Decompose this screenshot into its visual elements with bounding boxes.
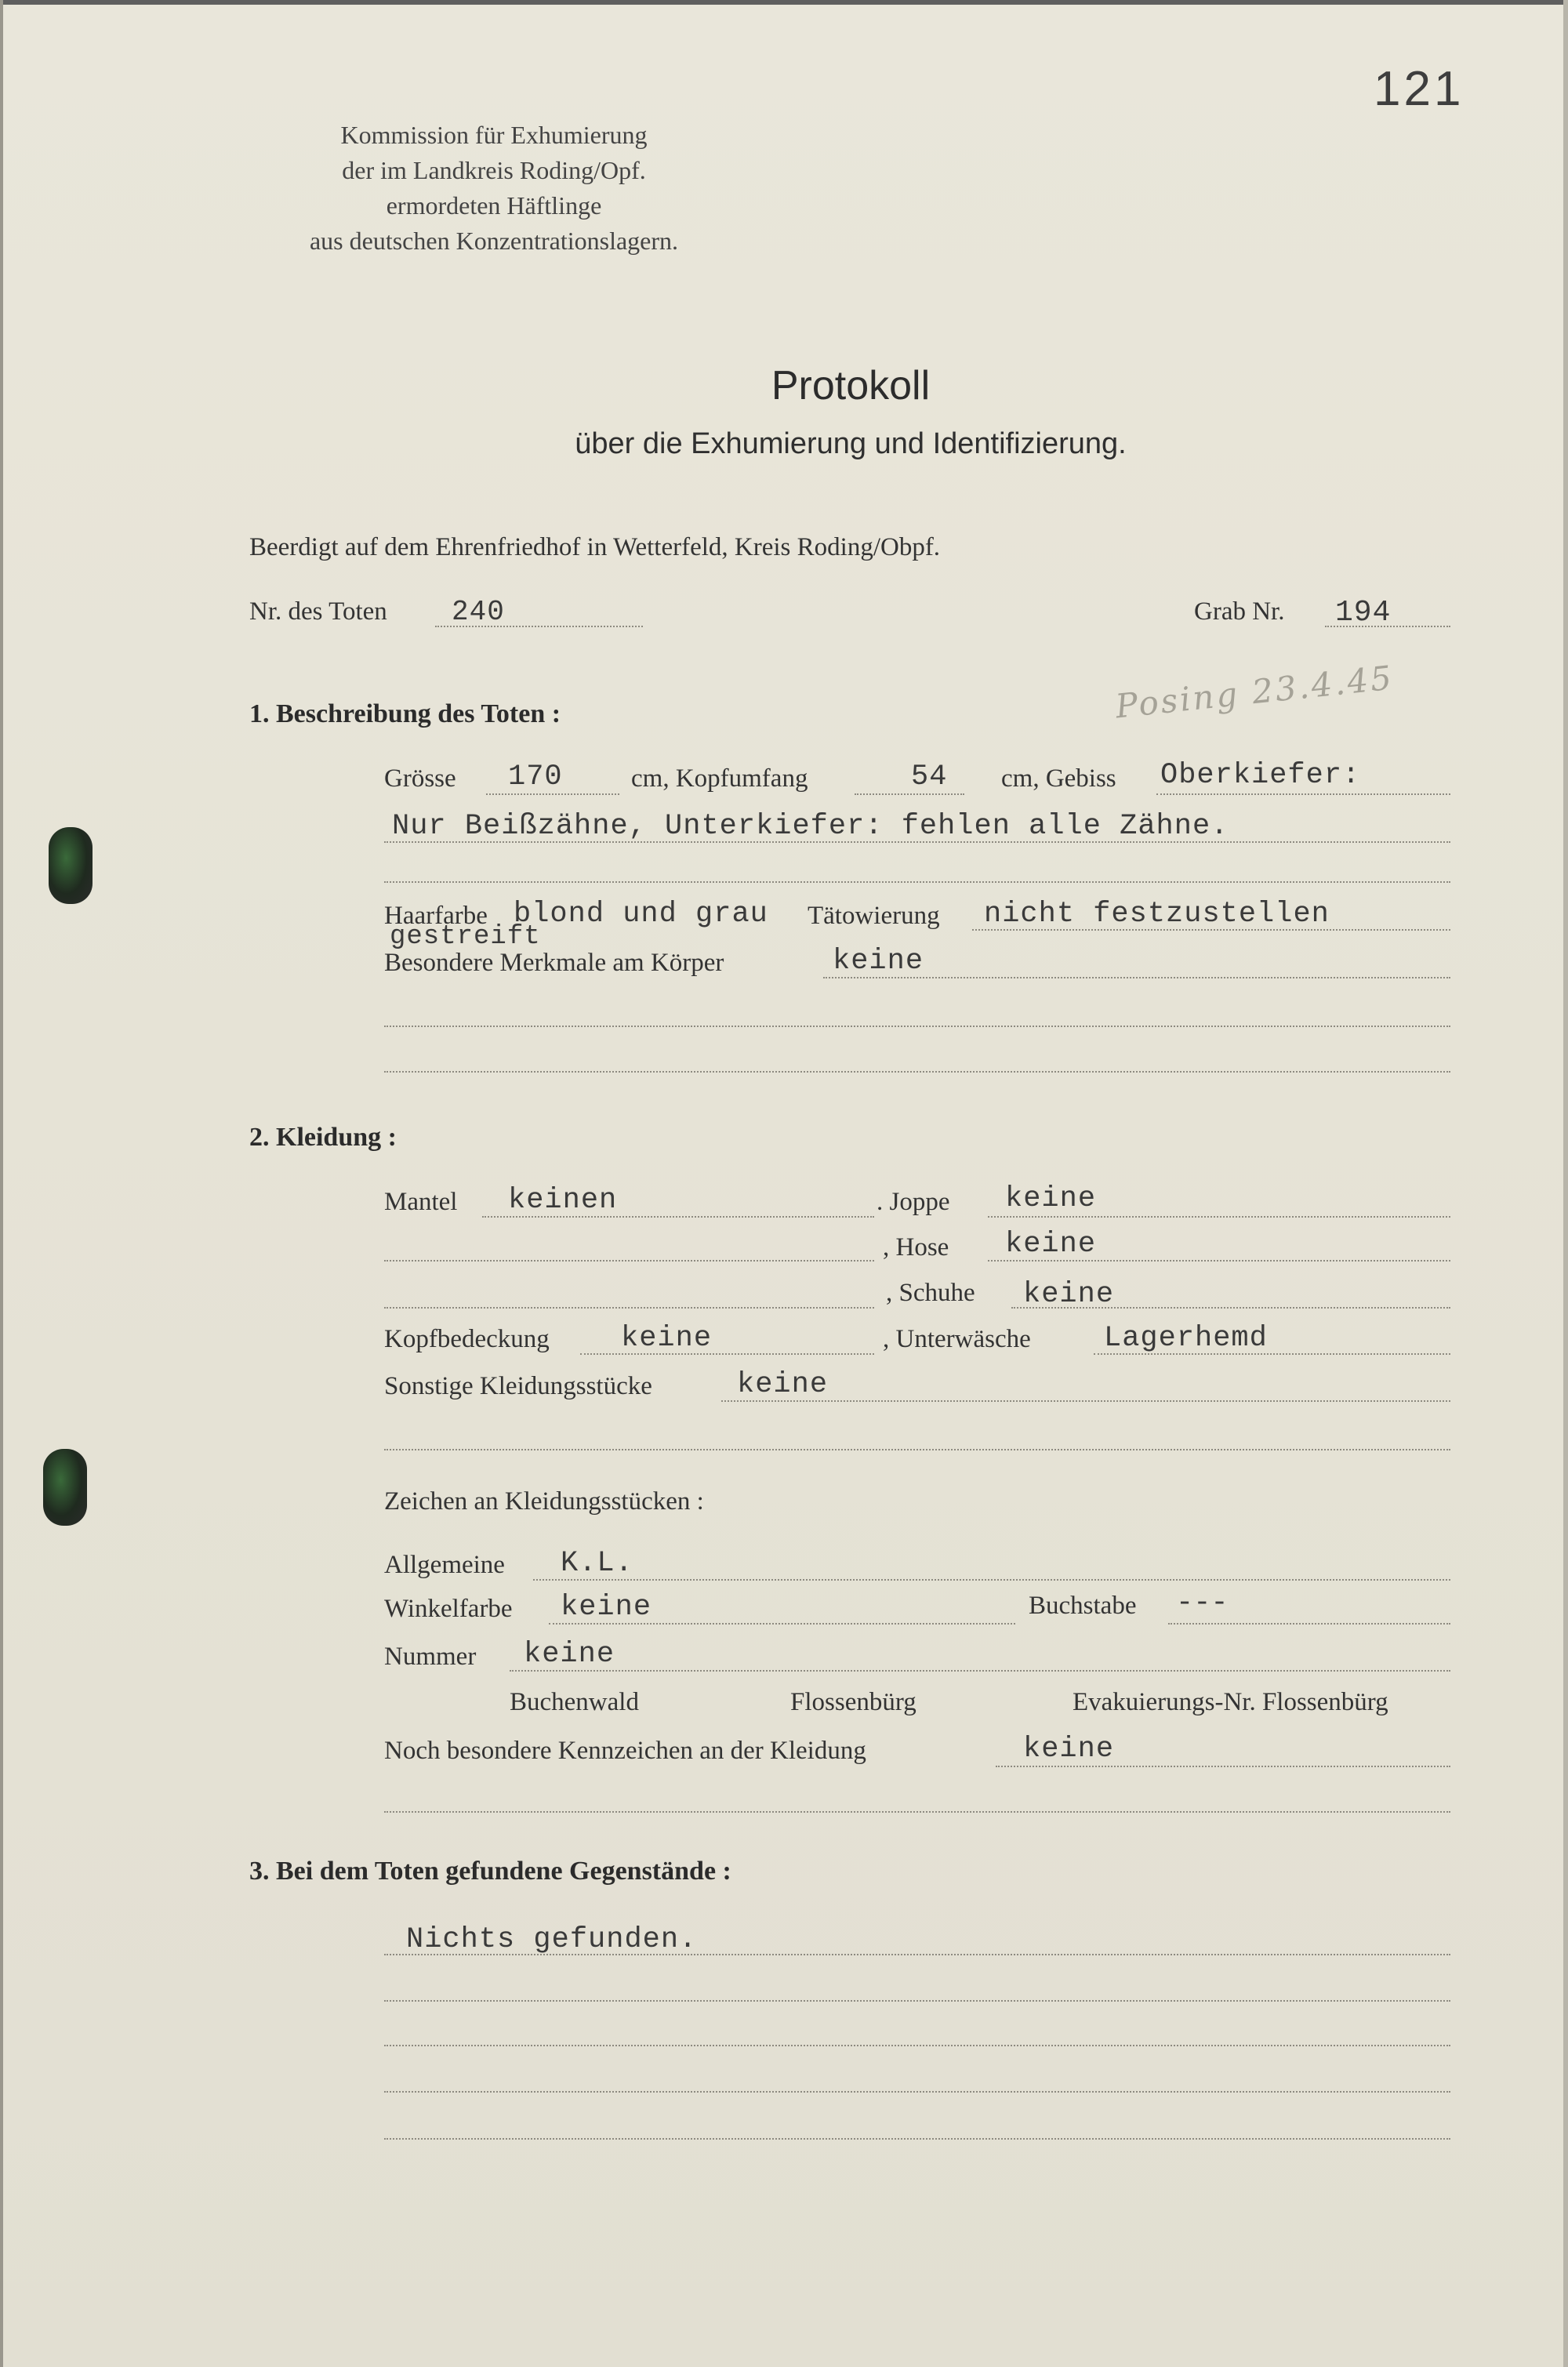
jacket-label: . Joppe [877, 1188, 950, 1216]
page-number: 121 [1374, 62, 1465, 116]
tattoo-label: Tätowierung [808, 902, 940, 930]
found-items-line-2 [384, 2000, 1450, 2002]
angle-color-label: Winkelfarbe [384, 1595, 513, 1623]
trousers-dots [988, 1260, 1450, 1262]
trousers-left-dots [384, 1260, 874, 1262]
angle-color-value: keine [561, 1591, 652, 1624]
number-label: Nummer [384, 1643, 477, 1671]
commission-line-3: ermordeten Häftlinge [386, 191, 602, 220]
size-unit-label: cm, Kopfumfang [631, 764, 808, 793]
letter-value: --- [1176, 1587, 1229, 1620]
grave-number-label: Grab Nr. [1194, 597, 1285, 626]
scan-edge-right [1563, 0, 1568, 2367]
coat-label: Mantel [384, 1188, 458, 1216]
headwear-value: keine [621, 1322, 713, 1355]
teeth-value-upper: Oberkiefer: [1160, 759, 1361, 792]
marks-value: keine [833, 945, 924, 978]
clothing-marks-heading: Zeichen an Kleidungsstücken : [384, 1487, 704, 1516]
size-value: 170 [508, 761, 563, 793]
size-label: Grösse [384, 764, 456, 793]
commission-line-4: aus deutschen Konzentrationslagern. [309, 227, 679, 255]
found-items-line-4 [384, 2091, 1450, 2093]
dead-number-label: Nr. des Toten [249, 597, 387, 626]
underwear-label: , Unterwäsche [883, 1325, 1031, 1353]
general-dots [533, 1579, 1450, 1581]
camp-flossenbuerg: Flossenbürg [790, 1688, 916, 1716]
head-circumference-value: 54 [911, 761, 948, 793]
commission-header [259, 118, 729, 259]
headwear-dots [580, 1353, 874, 1355]
underwear-dots [1094, 1353, 1450, 1355]
hair-label: Haarfarbe [384, 902, 488, 930]
underwear-value: Lagerhemd [1104, 1322, 1268, 1355]
section-2-blank-line [384, 1449, 1450, 1450]
hair-tattoo-dots [972, 929, 1450, 931]
scan-edge-left [0, 0, 3, 2367]
page-title: Protokoll [771, 363, 931, 408]
punch-hole-lower [43, 1449, 87, 1526]
shoes-value: keine [1023, 1278, 1115, 1311]
trousers-value: keine [1005, 1228, 1097, 1261]
letter-dots [1168, 1623, 1450, 1625]
found-items-line-3 [384, 2045, 1450, 2046]
hair-extra-value: gestreift [390, 922, 541, 952]
found-items-line-1 [384, 1954, 1450, 1955]
page-subtitle: über die Exhumierung und Identifizierung. [575, 427, 1127, 460]
shoes-label: , Schuhe [886, 1279, 975, 1307]
size-dots [486, 793, 619, 795]
shoes-left-dots [384, 1307, 874, 1309]
special-marks-value: keine [1023, 1733, 1115, 1766]
trousers-label: , Hose [883, 1233, 949, 1262]
other-clothing-dots [721, 1400, 1450, 1402]
teeth-dots [1156, 793, 1450, 795]
dead-number-dots [435, 626, 643, 627]
other-clothing-label: Sonstige Kleidungsstücke [384, 1372, 652, 1400]
teeth-line-2-dots [384, 841, 1450, 843]
handwritten-note: Posing 23.4.45 [1113, 658, 1396, 726]
dead-number-value: 240 [452, 596, 505, 628]
jacket-dots [988, 1216, 1450, 1218]
teeth-label: cm, Gebiss [1001, 764, 1116, 793]
section-1-blank-line-1 [384, 1026, 1450, 1027]
grave-number-dots [1325, 626, 1450, 627]
section-2-final-blank-line [384, 1811, 1450, 1813]
coat-value: keinen [508, 1184, 618, 1217]
scan-edge-top [0, 0, 1568, 5]
shoes-dots [1011, 1307, 1450, 1309]
other-clothing-value: keine [737, 1368, 829, 1401]
special-marks-label: Noch besondere Kennzeichen an der Kleidung [384, 1737, 866, 1765]
general-label: Allgemeine [384, 1551, 505, 1579]
grave-number-value: 194 [1335, 596, 1392, 630]
punch-hole-upper [49, 827, 93, 904]
angle-color-dots [549, 1623, 1015, 1625]
marks-label: Besondere Merkmale am Körper [384, 949, 724, 977]
teeth-value-lower: Nur Beißzähne, Unterkiefer: fehlen alle Zähne. [392, 810, 1229, 843]
section-3-heading: 3. Bei dem Toten gefundene Gegenstände : [249, 1857, 731, 1886]
section-2-heading: 2. Kleidung : [249, 1123, 397, 1152]
section-1-blank-line-2 [384, 1071, 1450, 1073]
headwear-label: Kopfbedeckung [384, 1325, 550, 1353]
head-circumference-dots [855, 793, 964, 795]
letter-label: Buchstabe [1029, 1592, 1137, 1620]
found-items-value: Nichts gefunden. [406, 1923, 698, 1956]
commission-line-2: der im Landkreis Roding/Opf. [342, 156, 646, 184]
commission-line-1: Kommission für Exhumierung [340, 121, 648, 149]
jacket-value: keine [1005, 1182, 1097, 1215]
coat-dots [482, 1216, 874, 1218]
number-dots [510, 1670, 1450, 1672]
teeth-line-3-dots [384, 881, 1450, 883]
evacuation-number-label: Evakuierungs-Nr. Flossenbürg [1073, 1688, 1388, 1716]
number-value: keine [524, 1638, 615, 1671]
burial-line: Beerdigt auf dem Ehrenfriedhof in Wetterfeld, Kreis Roding/Obpf. [249, 533, 941, 561]
tattoo-value: nicht festzustellen [984, 898, 1330, 931]
marks-dots [823, 977, 1450, 978]
special-marks-dots [996, 1766, 1450, 1767]
general-value: K.L. [561, 1547, 633, 1580]
found-items-line-5 [384, 2138, 1450, 2140]
camp-buchenwald: Buchenwald [510, 1688, 639, 1716]
hair-value: blond und grau [514, 898, 768, 931]
section-1-heading: 1. Beschreibung des Toten : [249, 699, 561, 728]
